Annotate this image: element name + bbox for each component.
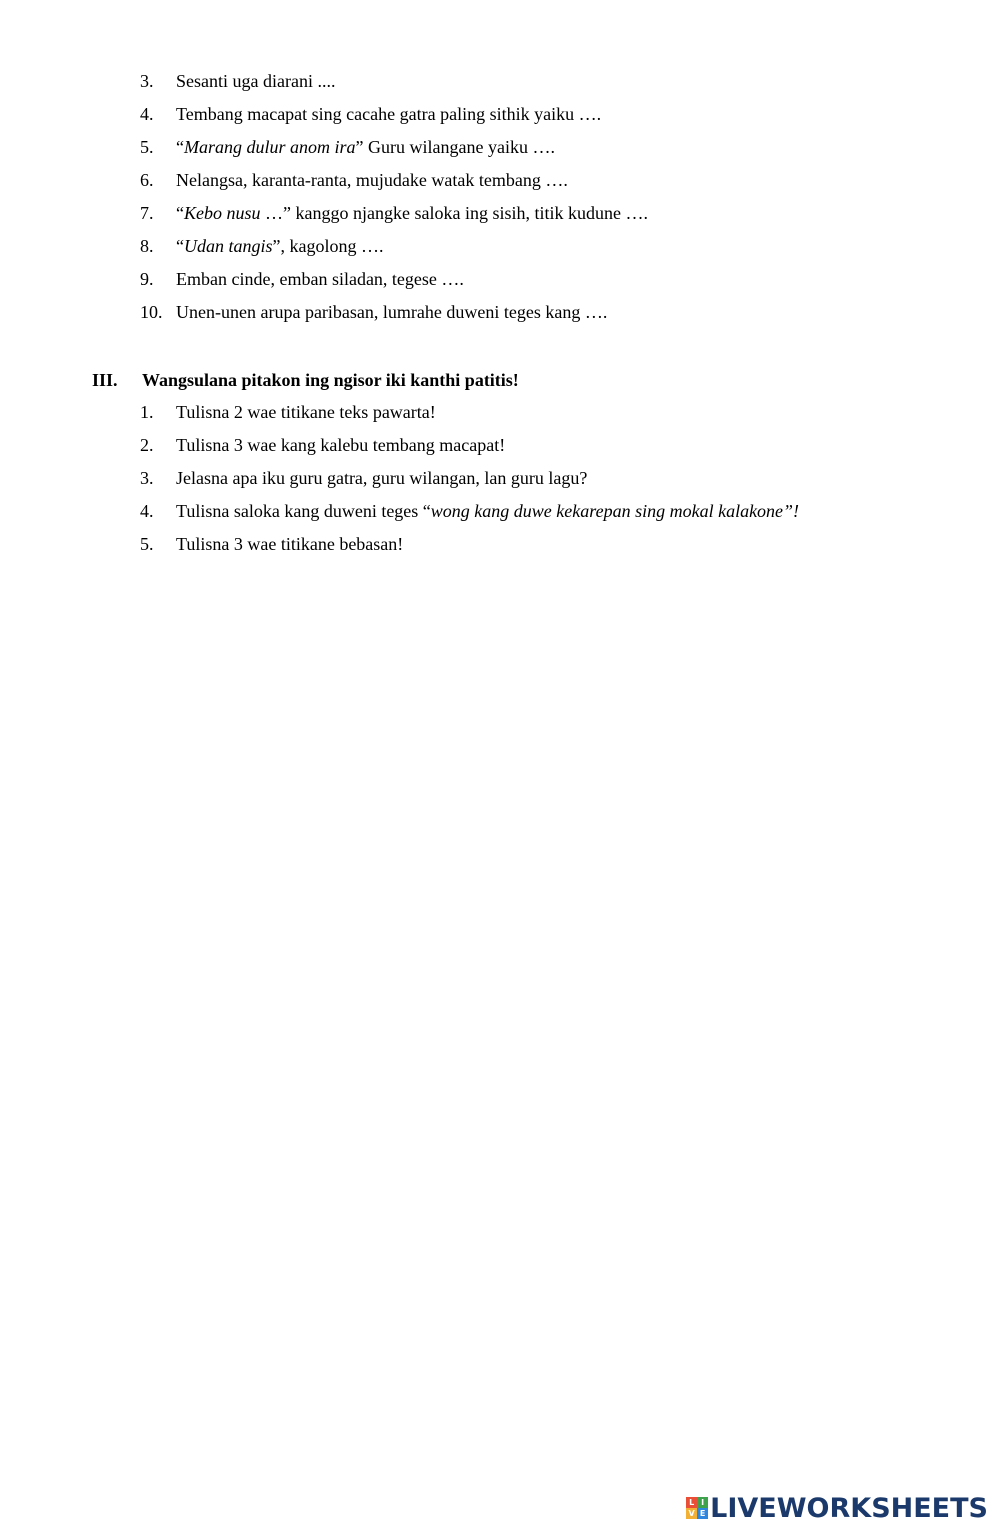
question-text: Emban cinde, emban siladan, tegese …. [176, 269, 464, 289]
question-number: 10. [140, 302, 163, 322]
liveworksheets-logo[interactable] [686, 1493, 988, 1523]
logo-tile: I [697, 1497, 708, 1508]
logo-tile: L [686, 1497, 697, 1508]
question-item [140, 301, 607, 323]
question-text: Tulisna 3 wae titikane bebasan! [176, 534, 404, 554]
question-number: 9. [140, 269, 154, 289]
question-number: 3. [140, 468, 154, 488]
question-text: Tembang macapat sing cacahe gatra paling sithik yaiku …. [176, 104, 602, 124]
question-item [140, 70, 335, 92]
question-number: 4. [140, 104, 154, 124]
question-item [140, 103, 601, 125]
question-text: “Udan tangis”, kagolong …. [176, 236, 384, 256]
question-item [140, 401, 436, 423]
logo-tile: E [697, 1508, 708, 1519]
question-text: Tulisna 3 wae kang kalebu tembang macapat! [176, 435, 506, 455]
question-text: Sesanti uga diarani .... [176, 71, 336, 91]
section-number: III. [92, 370, 118, 390]
question-number: 2. [140, 435, 154, 455]
question-item [140, 202, 648, 224]
question-text: “Kebo nusu …” kanggo njangke saloka ing sisih, titik kudune …. [176, 203, 648, 223]
question-item [140, 434, 505, 456]
question-item [140, 467, 587, 489]
question-text: “Marang dulur anom ira” Guru wilangane yaiku …. [176, 137, 555, 157]
question-text: Tulisna 2 wae titikane teks pawarta! [176, 402, 436, 422]
question-number: 8. [140, 236, 154, 256]
question-text: Unen-unen arupa paribasan, lumrahe duweni teges kang …. [176, 302, 608, 322]
logo-tile: V [686, 1508, 697, 1519]
question-number: 6. [140, 170, 154, 190]
question-item [140, 235, 384, 257]
liveworksheets-logo-icon [686, 1497, 708, 1519]
question-item [140, 268, 464, 290]
question-number: 5. [140, 534, 154, 554]
question-number: 5. [140, 137, 154, 157]
question-item [140, 500, 799, 522]
question-text: Nelangsa, karanta-ranta, mujudake watak tembang …. [176, 170, 568, 190]
question-text: Jelasna apa iku guru gatra, guru wilangan, lan guru lagu? [176, 468, 588, 488]
question-item [140, 169, 568, 191]
question-number: 3. [140, 71, 154, 91]
logo-text: LIVEWORKSHEETS [710, 1492, 988, 1524]
question-number: 7. [140, 203, 154, 223]
section-title: Wangsulana pitakon ing ngisor iki kanthi patitis! [142, 370, 519, 390]
question-text: Tulisna saloka kang duweni teges “wong kang duwe kekarepan sing mokal kalakone”! [176, 501, 800, 521]
section-heading [92, 369, 519, 391]
question-item [140, 136, 555, 158]
question-number: 4. [140, 501, 154, 521]
question-item [140, 533, 403, 555]
question-number: 1. [140, 402, 154, 422]
